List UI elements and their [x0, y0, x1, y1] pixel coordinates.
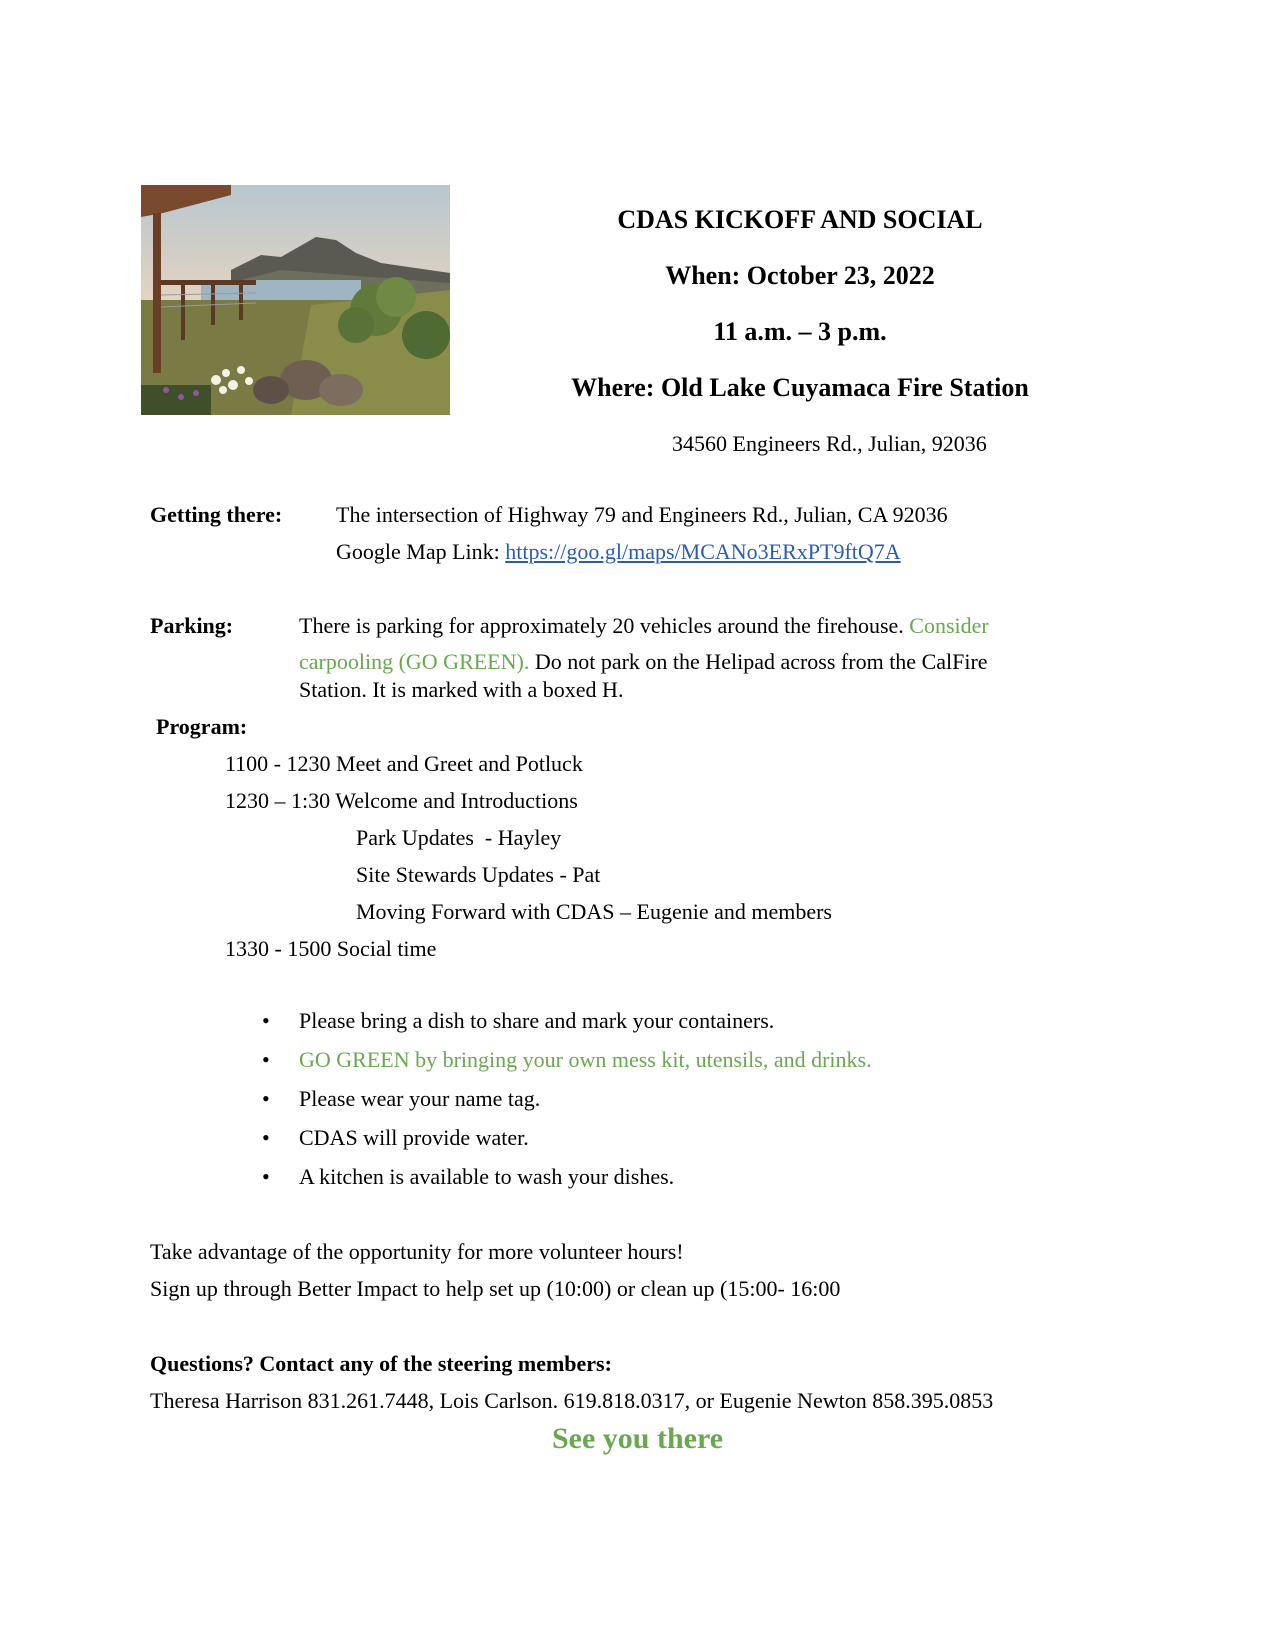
event-time: 11 a.m. – 3 p.m. — [713, 317, 887, 346]
program-item: 1330 - 1500 Social time — [225, 936, 437, 961]
parking-text-a: There is parking for approximately 20 vehicles around the firehouse. — [299, 613, 910, 638]
bullet-icon: • — [262, 1008, 270, 1033]
program-item: 1100 - 1230 Meet and Greet and Potluck — [225, 751, 583, 776]
getting-there-label: Getting there: — [150, 502, 283, 527]
contacts-line: Theresa Harrison 831.261.7448, Lois Carlson. 619.818.0317, or Eugenie Newton 858.395.0853 — [150, 1388, 994, 1413]
bullet-item: Please bring a dish to share and mark your containers. — [299, 1008, 775, 1033]
bullet-item: CDAS will provide water. — [299, 1125, 529, 1150]
parking-green-b: carpooling (GO GREEN). — [299, 649, 530, 674]
volunteer-line-2: Sign up through Better Impact to help set up (10:00) or clean up (15:00- 16:00 — [150, 1276, 841, 1301]
google-map-link[interactable]: https://goo.gl/maps/MCANo3ERxPT9ftQ7A — [505, 539, 901, 564]
bullet-icon: • — [262, 1047, 270, 1072]
program-subitem: Park Updates - Hayley — [356, 825, 562, 850]
event-address: 34560 Engineers Rd., Julian, 92036 — [672, 431, 987, 456]
map-link-prefix: Google Map Link: — [336, 539, 506, 564]
bullet-item: GO GREEN by bringing your own mess kit, utensils, and drinks. — [299, 1047, 872, 1072]
bullet-icon: • — [262, 1125, 270, 1150]
program-subitem: Moving Forward with CDAS – Eugenie and members — [356, 899, 832, 924]
parking-green-a: Consider — [909, 613, 989, 638]
parking-label: Parking: — [150, 613, 234, 638]
program-item: 1230 – 1:30 Welcome and Introductions — [225, 788, 578, 813]
parking-text-b: Do not park on the Helipad across from the CalFire — [529, 649, 988, 674]
parking-line-2 — [299, 649, 988, 675]
program-subitem: Site Stewards Updates - Pat — [356, 862, 601, 887]
bullet-item: A kitchen is available to wash your dishes. — [299, 1164, 675, 1189]
volunteer-line-1: Take advantage of the opportunity for more volunteer hours! — [150, 1239, 684, 1264]
map-link-line — [336, 539, 901, 565]
program-label: Program: — [156, 714, 248, 739]
parking-line-3: Station. It is marked with a boxed H. — [299, 677, 624, 702]
parking-line-1 — [299, 613, 989, 639]
event-location: Where: Old Lake Cuyamaca Fire Station — [571, 373, 1029, 402]
bullet-item: Please wear your name tag. — [299, 1086, 541, 1111]
closing-message: See you there — [551, 1422, 724, 1455]
event-title: CDAS KICKOFF AND SOCIAL — [617, 205, 983, 234]
lake-cuyamaca-photo — [141, 185, 450, 415]
bullet-icon: • — [262, 1164, 270, 1189]
questions-heading: Questions? Contact any of the steering members: — [150, 1351, 612, 1376]
getting-there-text: The intersection of Highway 79 and Engineers Rd., Julian, CA 92036 — [336, 502, 948, 527]
bullet-icon: • — [262, 1086, 270, 1111]
event-date: When: October 23, 2022 — [665, 261, 935, 290]
